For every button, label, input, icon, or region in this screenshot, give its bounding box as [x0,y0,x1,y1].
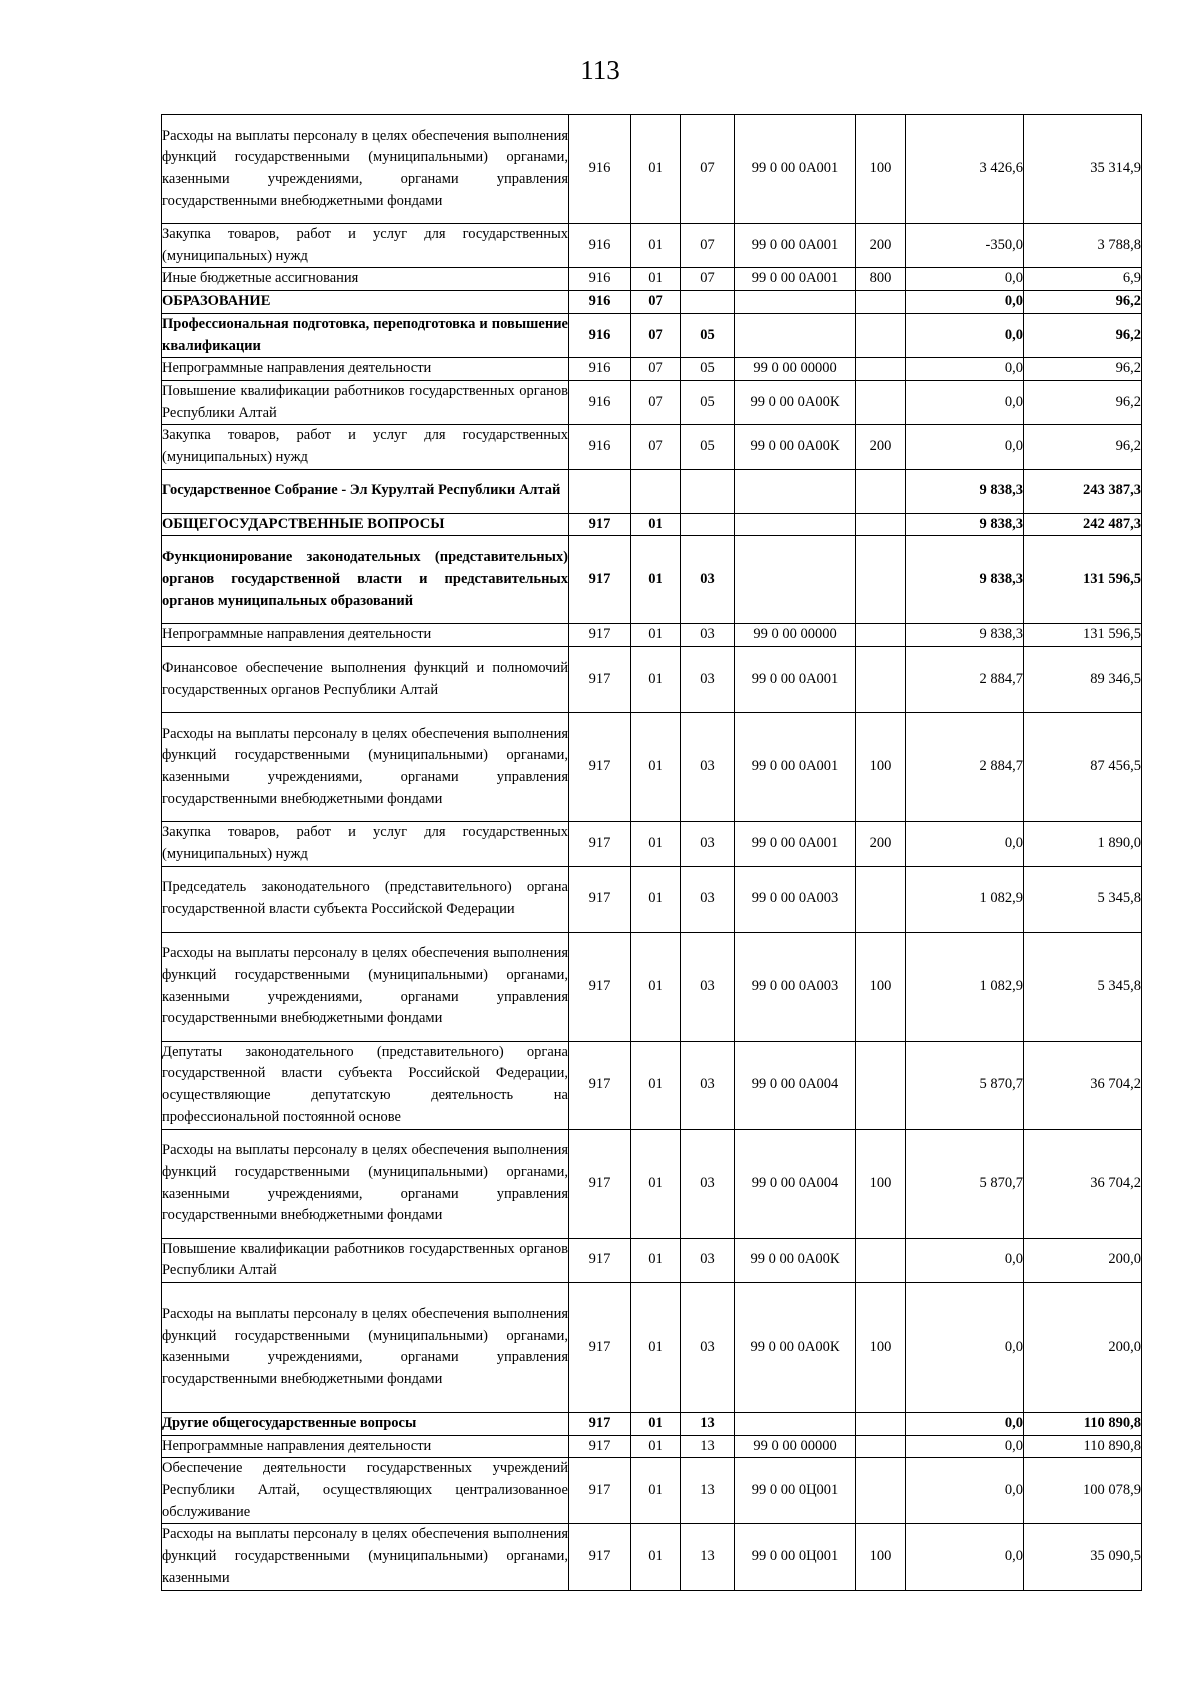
cell-name: Иные бюджетные ассигнования [162,268,569,291]
cell-ved: 917 [569,1041,631,1129]
cell-sum-change: 1 082,9 [906,932,1024,1041]
cell-target-article: 99 0 00 0А003 [735,932,856,1041]
cell-sum-total: 6,9 [1024,268,1142,291]
cell-subsection: 05 [681,380,735,424]
cell-expense-type [856,1041,906,1129]
cell-ved: 917 [569,1412,631,1435]
cell-expense-type [856,624,906,647]
cell-ved: 917 [569,1435,631,1458]
cell-target-article: 99 0 00 0А001 [735,822,856,866]
cell-section: 01 [631,1041,681,1129]
cell-name: ОБЩЕГОСУДАРСТВЕННЫЕ ВОПРОСЫ [162,513,569,536]
cell-name: Расходы на выплаты персоналу в целях обеспечения выполнения функций государственными (муниципальными) органами, казенными учреждениями, органами управления государственными внебюджетными фондами [162,1282,569,1412]
cell-ved: 917 [569,1238,631,1282]
table-row [162,513,1142,536]
cell-ved: 917 [569,713,631,822]
cell-subsection: 03 [681,932,735,1041]
cell-sum-change: 9 838,3 [906,536,1024,624]
cell-name: Закупка товаров, работ и услуг для государственных (муниципальных) нужд [162,822,569,866]
cell-name: Депутаты законодательного (представительного) органа государственной власти субъекта Российской Федерации, осуществляющие депутатскую деятельность на профессиональной постоянной основе [162,1041,569,1129]
table-row [162,1412,1142,1435]
table-row [162,1458,1142,1524]
cell-ved: 917 [569,822,631,866]
cell-sum-total: 243 387,3 [1024,469,1142,513]
cell-section: 01 [631,1435,681,1458]
cell-sum-total: 3 788,8 [1024,224,1142,268]
table-row [162,115,1142,224]
cell-expense-type [856,469,906,513]
table-body [162,115,1142,1591]
table-row [162,624,1142,647]
table-row [162,469,1142,513]
cell-expense-type [856,1435,906,1458]
cell-subsection: 13 [681,1524,735,1590]
cell-sum-total: 96,2 [1024,425,1142,469]
cell-section: 01 [631,866,681,932]
cell-sum-total: 5 345,8 [1024,866,1142,932]
cell-expense-type [856,358,906,381]
cell-section: 01 [631,624,681,647]
table-row [162,291,1142,314]
cell-expense-type: 100 [856,1282,906,1412]
cell-sum-change: 0,0 [906,822,1024,866]
cell-ved: 916 [569,313,631,357]
cell-subsection: 07 [681,268,735,291]
cell-target-article: 99 0 00 0А00К [735,425,856,469]
cell-section: 01 [631,822,681,866]
cell-subsection: 07 [681,224,735,268]
cell-target-article [735,1412,856,1435]
cell-sum-change: 0,0 [906,425,1024,469]
cell-sum-total: 100 078,9 [1024,1458,1142,1524]
table-row [162,358,1142,381]
cell-target-article: 99 0 00 00000 [735,1435,856,1458]
table-row [162,425,1142,469]
cell-expense-type: 200 [856,425,906,469]
cell-name: Расходы на выплаты персоналу в целях обеспечения выполнения функций государственными (муниципальными) органами, казенными [162,1524,569,1590]
cell-target-article [735,513,856,536]
cell-sum-total: 1 890,0 [1024,822,1142,866]
cell-sum-change: -350,0 [906,224,1024,268]
cell-name: Непрограммные направления деятельности [162,1435,569,1458]
cell-sum-total: 200,0 [1024,1282,1142,1412]
cell-expense-type [856,313,906,357]
cell-expense-type [856,1458,906,1524]
cell-name: Расходы на выплаты персоналу в целях обеспечения выполнения функций государственными (муниципальными) органами, казенными учреждениями, органами управления государственными внебюджетными фондами [162,932,569,1041]
cell-sum-change: 3 426,6 [906,115,1024,224]
cell-target-article: 99 0 00 0А001 [735,115,856,224]
cell-sum-total: 110 890,8 [1024,1435,1142,1458]
cell-target-article [735,536,856,624]
cell-sum-change: 0,0 [906,1412,1024,1435]
cell-expense-type: 100 [856,1524,906,1590]
cell-sum-change: 9 838,3 [906,624,1024,647]
cell-sum-change: 5 870,7 [906,1041,1024,1129]
cell-ved: 917 [569,624,631,647]
cell-expense-type [856,513,906,536]
cell-target-article [735,313,856,357]
cell-section: 01 [631,224,681,268]
page-number: 113 [580,55,620,85]
table-row [162,822,1142,866]
cell-ved: 916 [569,380,631,424]
table-row [162,224,1142,268]
cell-section: 07 [631,291,681,314]
cell-section: 01 [631,647,681,713]
cell-sum-change: 0,0 [906,1524,1024,1590]
cell-sum-total: 36 704,2 [1024,1041,1142,1129]
cell-section: 01 [631,1458,681,1524]
cell-subsection [681,469,735,513]
cell-target-article: 99 0 00 0А001 [735,224,856,268]
cell-name: Финансовое обеспечение выполнения функций и полномочий государственных органов Республики Алтай [162,647,569,713]
cell-sum-change: 0,0 [906,313,1024,357]
cell-ved: 917 [569,1458,631,1524]
cell-sum-change: 0,0 [906,1282,1024,1412]
cell-subsection: 03 [681,624,735,647]
cell-name: Закупка товаров, работ и услуг для государственных (муниципальных) нужд [162,224,569,268]
cell-name: Председатель законодательного (представительного) органа государственной власти субъекта Российской Федерации [162,866,569,932]
cell-sum-change: 0,0 [906,380,1024,424]
cell-section: 01 [631,1282,681,1412]
cell-sum-change: 5 870,7 [906,1129,1024,1238]
table-row [162,1435,1142,1458]
cell-expense-type: 100 [856,1129,906,1238]
table-row [162,866,1142,932]
cell-name: ОБРАЗОВАНИЕ [162,291,569,314]
cell-sum-change: 0,0 [906,358,1024,381]
cell-subsection: 03 [681,822,735,866]
cell-sum-total: 131 596,5 [1024,624,1142,647]
cell-subsection: 03 [681,1282,735,1412]
cell-name: Непрограммные направления деятельности [162,624,569,647]
cell-expense-type: 100 [856,713,906,822]
cell-expense-type: 200 [856,822,906,866]
cell-sum-total: 5 345,8 [1024,932,1142,1041]
budget-table [161,114,1142,1591]
cell-sum-change: 0,0 [906,268,1024,291]
cell-section: 07 [631,358,681,381]
table-row [162,713,1142,822]
cell-ved: 917 [569,647,631,713]
cell-sum-total: 36 704,2 [1024,1129,1142,1238]
cell-section: 01 [631,713,681,822]
cell-section: 01 [631,932,681,1041]
cell-subsection: 03 [681,1041,735,1129]
cell-expense-type [856,380,906,424]
cell-sum-total: 35 090,5 [1024,1524,1142,1590]
cell-sum-total: 87 456,5 [1024,713,1142,822]
cell-ved: 917 [569,1524,631,1590]
cell-sum-change: 2 884,7 [906,647,1024,713]
cell-sum-total: 96,2 [1024,358,1142,381]
cell-target-article: 99 0 00 00000 [735,624,856,647]
cell-section: 07 [631,380,681,424]
cell-expense-type: 200 [856,224,906,268]
cell-name: Закупка товаров, работ и услуг для государственных (муниципальных) нужд [162,425,569,469]
cell-name: Расходы на выплаты персоналу в целях обеспечения выполнения функций государственными (муниципальными) органами, казенными учреждениями, органами управления государственными внебюджетными фондами [162,115,569,224]
cell-sum-change: 0,0 [906,291,1024,314]
cell-ved [569,469,631,513]
cell-target-article: 99 0 00 0А00К [735,1238,856,1282]
cell-subsection: 03 [681,1238,735,1282]
cell-ved: 917 [569,866,631,932]
cell-section: 01 [631,1129,681,1238]
cell-target-article: 99 0 00 0А00К [735,1282,856,1412]
table-row [162,380,1142,424]
cell-subsection: 03 [681,1129,735,1238]
cell-name: Профессиональная подготовка, переподготовка и повышение квалификации [162,313,569,357]
cell-sum-total: 96,2 [1024,380,1142,424]
table-row [162,1524,1142,1590]
cell-sum-total: 131 596,5 [1024,536,1142,624]
cell-sum-total: 110 890,8 [1024,1412,1142,1435]
cell-subsection: 03 [681,713,735,822]
cell-name: Непрограммные направления деятельности [162,358,569,381]
cell-section: 01 [631,115,681,224]
cell-ved: 917 [569,513,631,536]
cell-name: Функционирование законодательных (представительных) органов государственной власти и представительных органов муниципальных образований [162,536,569,624]
cell-subsection: 03 [681,866,735,932]
cell-section: 01 [631,513,681,536]
cell-ved: 916 [569,358,631,381]
cell-ved: 917 [569,932,631,1041]
cell-ved: 917 [569,536,631,624]
cell-sum-change: 0,0 [906,1238,1024,1282]
cell-ved: 917 [569,1282,631,1412]
cell-expense-type [856,866,906,932]
cell-expense-type: 800 [856,268,906,291]
cell-target-article: 99 0 00 0А001 [735,647,856,713]
cell-ved: 916 [569,291,631,314]
cell-target-article [735,291,856,314]
cell-sum-change: 0,0 [906,1435,1024,1458]
cell-target-article: 99 0 00 0А004 [735,1129,856,1238]
cell-subsection: 05 [681,358,735,381]
cell-subsection [681,291,735,314]
cell-target-article [735,469,856,513]
cell-expense-type [856,291,906,314]
cell-name: Повышение квалификации работников государственных органов Республики Алтай [162,1238,569,1282]
cell-subsection: 13 [681,1458,735,1524]
cell-sum-total: 96,2 [1024,291,1142,314]
cell-sum-change: 9 838,3 [906,469,1024,513]
cell-target-article: 99 0 00 0А003 [735,866,856,932]
cell-sum-change: 1 082,9 [906,866,1024,932]
cell-sum-total: 242 487,3 [1024,513,1142,536]
table-row [162,313,1142,357]
cell-target-article: 99 0 00 0А001 [735,713,856,822]
table-row [162,1041,1142,1129]
cell-name: Государственное Собрание - Эл Курултай Республики Алтай [162,469,569,513]
cell-subsection: 03 [681,647,735,713]
cell-sum-change: 2 884,7 [906,713,1024,822]
cell-expense-type [856,536,906,624]
cell-name: Расходы на выплаты персоналу в целях обеспечения выполнения функций государственными (муниципальными) органами, казенными учреждениями, органами управления государственными внебюджетными фондами [162,713,569,822]
cell-subsection [681,513,735,536]
cell-target-article: 99 0 00 0А00К [735,380,856,424]
cell-name: Обеспечение деятельности государственных учреждений Республики Алтай, осуществляющих централизованное обслуживание [162,1458,569,1524]
cell-subsection: 03 [681,536,735,624]
cell-target-article: 99 0 00 0А004 [735,1041,856,1129]
cell-expense-type: 100 [856,932,906,1041]
cell-target-article: 99 0 00 0А001 [735,268,856,291]
cell-sum-total: 200,0 [1024,1238,1142,1282]
cell-subsection: 05 [681,425,735,469]
cell-section: 01 [631,268,681,291]
cell-section: 07 [631,313,681,357]
cell-ved: 916 [569,115,631,224]
cell-sum-change: 0,0 [906,1458,1024,1524]
cell-expense-type [856,647,906,713]
table-row [162,268,1142,291]
cell-sum-change: 9 838,3 [906,513,1024,536]
table-row [162,932,1142,1041]
cell-section: 01 [631,1412,681,1435]
cell-target-article: 99 0 00 00000 [735,358,856,381]
table-row [162,536,1142,624]
cell-expense-type [856,1412,906,1435]
cell-section: 07 [631,425,681,469]
cell-subsection: 05 [681,313,735,357]
table-row [162,1238,1142,1282]
table-row [162,1129,1142,1238]
cell-name: Повышение квалификации работников государственных органов Республики Алтай [162,380,569,424]
cell-sum-total: 96,2 [1024,313,1142,357]
cell-ved: 916 [569,268,631,291]
cell-ved: 917 [569,1129,631,1238]
cell-name: Другие общегосударственные вопросы [162,1412,569,1435]
cell-ved: 916 [569,224,631,268]
cell-expense-type: 100 [856,115,906,224]
cell-section [631,469,681,513]
cell-section: 01 [631,1238,681,1282]
table-row [162,647,1142,713]
cell-subsection: 13 [681,1435,735,1458]
cell-sum-total: 89 346,5 [1024,647,1142,713]
cell-section: 01 [631,1524,681,1590]
cell-target-article: 99 0 00 0Ц001 [735,1524,856,1590]
cell-target-article: 99 0 00 0Ц001 [735,1458,856,1524]
cell-subsection: 07 [681,115,735,224]
cell-section: 01 [631,536,681,624]
cell-name: Расходы на выплаты персоналу в целях обеспечения выполнения функций государственными (муниципальными) органами, казенными учреждениями, органами управления государственными внебюджетными фондами [162,1129,569,1238]
cell-sum-total: 35 314,9 [1024,115,1142,224]
table-row [162,1282,1142,1412]
cell-ved: 916 [569,425,631,469]
cell-expense-type [856,1238,906,1282]
cell-subsection: 13 [681,1412,735,1435]
